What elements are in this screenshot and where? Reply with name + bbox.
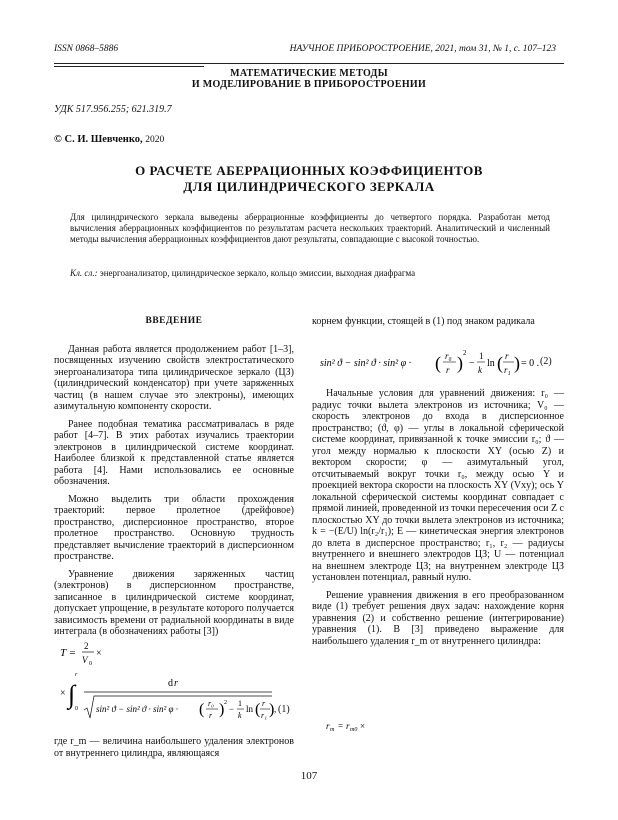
svg-text:): ) (457, 353, 463, 373)
paragraph-r3: Решение уравнения движения в его преобразованном виде (1) требует решения двух задач: нахождение корня уравнения (2) и собственно решение (интегрирование) уравнения (1). В [3] приведено выражение для наибольшего удаления r_m от внутреннего цилиндра: (312, 589, 564, 647)
paragraph-r1: корнем функции, стоящей в (1) под знаком радикала (312, 316, 535, 327)
svg-text:×: × (60, 688, 66, 699)
header-rule-short (54, 66, 204, 67)
svg-text:T =: T = (60, 647, 77, 659)
right-column-body (312, 388, 564, 653)
svg-text:r₁: r₁ (504, 365, 511, 375)
equation-2-number: (2) (540, 356, 552, 367)
svg-text:): ) (514, 353, 520, 373)
svg-text:m0: m0 (350, 727, 358, 733)
svg-text:r: r (505, 351, 509, 361)
article-title (0, 163, 618, 195)
svg-text:,: , (274, 704, 277, 714)
section-heading-introduction: ВВЕДЕНИЕ (145, 316, 203, 326)
paragraph-5: где r_m — величина наибольшего удаления электронов от внутреннего цилиндра, являющаяся (54, 736, 294, 759)
svg-text:r: r (262, 699, 266, 708)
section-title-line1: МАТЕМАТИЧЕСКИЕ МЕТОДЫ (230, 68, 388, 79)
svg-text:1: 1 (238, 699, 242, 708)
svg-text:2: 2 (224, 700, 227, 706)
article-title-line2: ДЛЯ ЦИЛИНДРИЧЕСКОГО ЗЕРКАЛА (183, 179, 435, 194)
svg-text:r: r (446, 365, 450, 375)
svg-text:k: k (238, 711, 242, 720)
svg-text:r: r (346, 721, 350, 731)
svg-text:d: d (168, 678, 173, 689)
keywords-label: Кл. сл.: (70, 268, 98, 278)
paragraph-1: Данная работа является продолжением работ [1–3], посвященных изучению свойств электростатического энергоанализатора типа цилиндрическое зеркало (ЦЗ) (цилиндрический конденсатор) при учете заряженных частиц (в нашем случае это электроны), имеющих азимутальную компоненту скорости. (54, 343, 294, 412)
svg-text:r: r (326, 721, 330, 731)
svg-text:): ) (219, 701, 225, 718)
abstract: Для цилиндрического зеркала выведены аберрационные коэффициенты до четвертого порядка. Разработан метод вычисления аберрационных коэффициентов по результатам расчета нескольких траекторий. Аналитический и численный методы вычисления аберрационных коэффициентов дают результаты, совпадающие с высокой точностью. (70, 212, 550, 244)
svg-text:−: − (469, 358, 475, 369)
author-line (54, 134, 164, 145)
keywords (70, 268, 550, 279)
svg-text:(: ( (255, 701, 261, 718)
left-column-tail (54, 736, 294, 765)
svg-text:k: k (478, 365, 482, 375)
udk: УДК 517.956.255; 621.319.7 (54, 104, 172, 115)
equation-rm (326, 718, 406, 732)
equation-1-number: (1) (278, 704, 290, 715)
svg-text:sin² ϑ − sin² ϑ · sin² φ ·: sin² ϑ − sin² ϑ · sin² φ · (320, 358, 412, 369)
svg-text:ln: ln (487, 358, 495, 369)
svg-text:): ) (269, 701, 275, 718)
paragraph-3: Можно выделить три области прохождения траекторий: первое пролетное (дрейфовое) пространство, дисперсионное пространство, второе пролетное пространство. Основную трудность представляет вычисление траекторий в дисперсионном пространстве. (54, 493, 294, 562)
svg-text:∫: ∫ (68, 680, 76, 709)
paragraph-r2: Начальные условия для уравнений движения: r₀ — радиус точки вылета электронов из источника; V₀ — скорость электронов до входа в дисперсионное пространство; (ϑ, φ) — углы в локальной сферической системе координат, привязанной к точке эмиссии r₀; ϑ — угол между нормалью к плоскости XY (осью Z) и вектором скорости; φ — азимутальный угол, отсчитываемый вокруг точки r₀, между осью Y и проекцией вектора скорости на плоскость XY (Vxy); ось Y локальной сферической системы координат совпадает с прямой линией, проведенной из точки пересечения оси Z с плоскостью XY до точки вылета электронов из источника; k = −(E/U) ln(r₂/r₁); E — кинетическая энергия электронов до влета в дисперсное пространство; r₁, r₂ — радиусы внутреннего и внешнего электродов ЦЗ; U — потенциал на внешнем электроде ЦЗ; на внутреннем электроде ЦЗ установлен потенциал, равный нулю. (312, 388, 564, 583)
copyright-sign: © (54, 134, 62, 145)
article-title-line1: О РАСЧЕТЕ АБЕРРАЦИОННЫХ КОЭФФИЦИЕНТОВ (135, 163, 483, 178)
right-column (312, 316, 564, 334)
svg-text:×: × (96, 648, 102, 659)
svg-text:(: ( (497, 353, 503, 373)
svg-text:×: × (360, 721, 366, 731)
page-number: 107 (300, 770, 318, 782)
svg-text:r₁: r₁ (261, 711, 267, 720)
section-title-line2: И МОДЕЛИРОВАНИЕ В ПРИБОРОСТРОЕНИИ (191, 79, 427, 90)
svg-text:m: m (330, 727, 335, 733)
equation-2 (320, 344, 540, 384)
svg-text:2: 2 (84, 641, 89, 651)
issn: ISSN 0868–5886 (54, 44, 119, 54)
author-name: С. И. Шевченко, (64, 134, 143, 145)
paragraph-4: Уравнение движения заряженных частиц (электронов) в дисперсионном пространстве, записанное в цилиндрической системе координат, допускает упрощение, в результате которого получается зависимость времени от радиальной координаты в виде интеграла (в обозначениях работы [3]) (54, 568, 294, 637)
svg-text:ln: ln (246, 704, 254, 714)
svg-text:0: 0 (89, 661, 92, 667)
paragraph-2: Ранее подобная тематика рассматривалась в ряде работ [4–7]. В этих работах изучались траектории электронов в цилиндрической системе координат. Наиболее близкой к представленной статье является работа [4]. Нами использовались ее основные обозначения. (54, 418, 294, 487)
left-column (54, 316, 294, 644)
svg-text:r: r (75, 672, 78, 678)
svg-text:(: ( (199, 701, 205, 718)
svg-text:r₀: r₀ (445, 351, 452, 361)
svg-text:r: r (209, 711, 213, 720)
svg-text:1: 1 (479, 351, 484, 361)
svg-text:sin² ϑ − sin² ϑ · sin² φ ·: sin² ϑ − sin² ϑ · sin² φ · (96, 704, 178, 714)
svg-text:V: V (82, 655, 88, 665)
svg-text:(: ( (435, 353, 441, 373)
svg-text:0: 0 (75, 706, 78, 712)
journal-citation: НАУЧНОЕ ПРИБОРОСТРОЕНИЕ, 2021, том 31, № 1, с. 107–123 (289, 44, 556, 54)
keywords-text: энергоанализатор, цилиндрическое зеркало, кольцо эмиссии, выходная диафрагма (99, 268, 416, 278)
svg-text:r: r (174, 678, 178, 689)
svg-text:= 0 .: = 0 . (521, 358, 540, 369)
equation-1 (60, 640, 295, 735)
author-year: 2020 (145, 135, 165, 145)
header-rule (54, 63, 564, 64)
svg-text:r₀: r₀ (208, 699, 214, 708)
svg-text:2: 2 (463, 349, 467, 357)
svg-text:=: = (338, 721, 344, 731)
svg-text:−: − (229, 704, 235, 714)
